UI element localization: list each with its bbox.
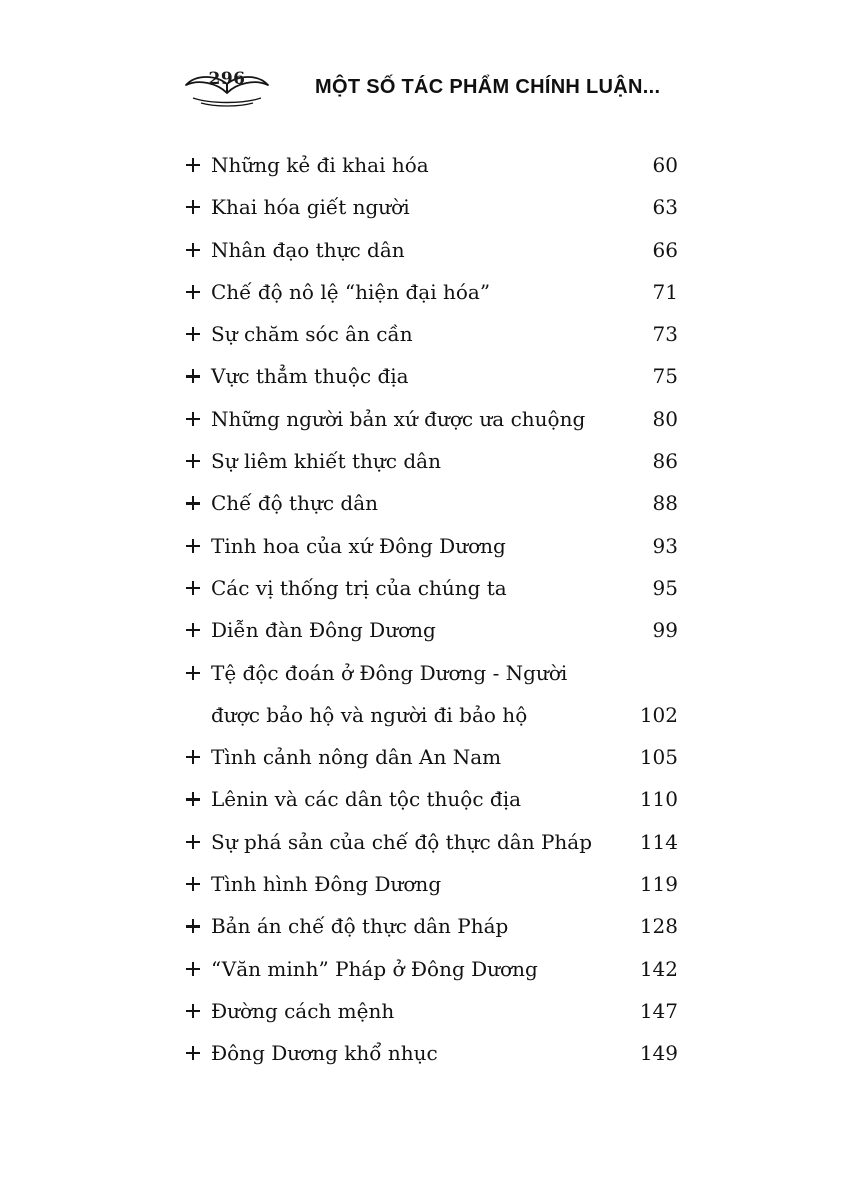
cross-bullet-icon (184, 271, 211, 313)
toc-entry (184, 821, 678, 863)
entry-title: Sự phá sản của chế độ thực dân Pháp (211, 829, 593, 854)
cross-bullet-icon (184, 863, 211, 905)
entry-title: Chế độ thực dân (211, 491, 379, 516)
entry-page-number: 66 (652, 237, 678, 262)
cross-bullet-icon (184, 355, 211, 397)
entry-page-number: 71 (652, 279, 678, 304)
toc-entry (184, 186, 678, 228)
entry-page-number: 88 (652, 491, 678, 516)
toc-entry (184, 1032, 678, 1074)
page-number: 296 (208, 69, 246, 89)
entry-page-number: 60 (652, 153, 678, 177)
cross-bullet-icon (184, 567, 211, 609)
entry-page-number: 63 (652, 195, 678, 220)
toc-entry (184, 271, 678, 313)
entry-title: Bản án chế độ thực dân Pháp (211, 914, 509, 939)
toc-entry (184, 863, 678, 905)
entry-page-number: 119 (639, 872, 678, 897)
entry-title: Tinh hoa của xứ Đông Dương (211, 533, 506, 558)
entry-title: Đông Dương khổ nhục (211, 1041, 438, 1066)
entry-page-number: 102 (639, 702, 678, 727)
toc-entry (184, 609, 678, 651)
entry-title: Khai hóa giết người (211, 195, 410, 220)
entry-page-number: 73 (652, 322, 678, 347)
cross-bullet-icon (184, 652, 211, 694)
toc-entry (184, 144, 678, 186)
cross-bullet-icon (184, 398, 211, 440)
entry-title: Tệ độc đoán ở Đông Dương - Người được bảo hộ và người đi bảo hộ (211, 660, 568, 727)
cross-bullet-icon (184, 482, 211, 524)
entry-page-number: 105 (639, 745, 678, 770)
cross-bullet-icon (184, 990, 211, 1032)
entry-page-number: 147 (639, 998, 678, 1023)
entry-title: Sự liêm khiết thực dân (211, 449, 441, 474)
entry-title: Diễn đàn Đông Dương (211, 618, 436, 643)
toc-list (184, 144, 678, 1075)
toc-entry (184, 948, 678, 990)
cross-bullet-icon (184, 905, 211, 947)
cross-bullet-icon (184, 609, 211, 651)
entry-title: Các vị thống trị của chúng ta (211, 575, 507, 600)
cross-bullet-icon (184, 778, 211, 820)
entry-title: Đường cách mệnh (211, 998, 395, 1023)
entry-page-number: 80 (652, 406, 678, 431)
toc-entry (184, 736, 678, 778)
entry-page-number: 128 (639, 914, 678, 939)
toc-entry (184, 482, 678, 524)
entry-page-number: 86 (652, 449, 678, 474)
entry-title: Lênin và các dân tộc thuộc địa (211, 787, 522, 812)
entry-title: Những người bản xứ được ưa chuộng (211, 406, 586, 431)
toc-entry (184, 355, 678, 397)
toc-entry (184, 905, 678, 947)
cross-bullet-icon (184, 313, 211, 355)
cross-bullet-icon (184, 821, 211, 863)
entry-page-number: 93 (652, 533, 678, 558)
toc-entry (184, 440, 678, 482)
cross-bullet-icon (184, 186, 211, 228)
entry-title: Tình hình Đông Dương (211, 872, 442, 897)
entry-title: Những kẻ đi khai hóa (211, 153, 429, 177)
entry-page-number: 114 (639, 829, 678, 854)
cross-bullet-icon (184, 440, 211, 482)
entry-title: Tình cảnh nông dân An Nam (211, 745, 502, 770)
cross-bullet-icon (184, 948, 211, 990)
entry-title: Sự chăm sóc ân cần (211, 322, 413, 347)
cross-bullet-icon (184, 525, 211, 567)
cross-bullet-icon (184, 229, 211, 271)
entry-page-number: 142 (639, 956, 678, 981)
toc-entry (184, 990, 678, 1032)
book-icon (183, 66, 271, 108)
entry-title: Chế độ nô lệ “hiện đại hóa” (211, 279, 491, 304)
entry-title: “Văn minh” Pháp ở Đông Dương (211, 956, 538, 981)
toc-entry (184, 398, 678, 440)
toc-entry (184, 525, 678, 567)
page-header (183, 66, 693, 108)
cross-bullet-icon (184, 144, 211, 186)
page-title: MỘT SỐ TÁC PHẨM CHÍNH LUẬN... (315, 75, 661, 98)
cross-bullet-icon (184, 736, 211, 778)
entry-page-number: 99 (652, 618, 678, 643)
entry-page-number: 75 (652, 364, 678, 389)
cross-bullet-icon (184, 1032, 211, 1074)
toc-entry (184, 567, 678, 609)
toc-entry (184, 229, 678, 271)
toc-entry (184, 652, 678, 737)
entry-page-number: 95 (652, 575, 678, 600)
toc-entry (184, 313, 678, 355)
entry-title: Vực thẳm thuộc địa (211, 364, 409, 389)
entry-title: Nhân đạo thực dân (211, 237, 405, 262)
toc-entry (184, 778, 678, 820)
entry-page-number: 149 (639, 1041, 678, 1066)
entry-page-number: 110 (639, 787, 678, 812)
